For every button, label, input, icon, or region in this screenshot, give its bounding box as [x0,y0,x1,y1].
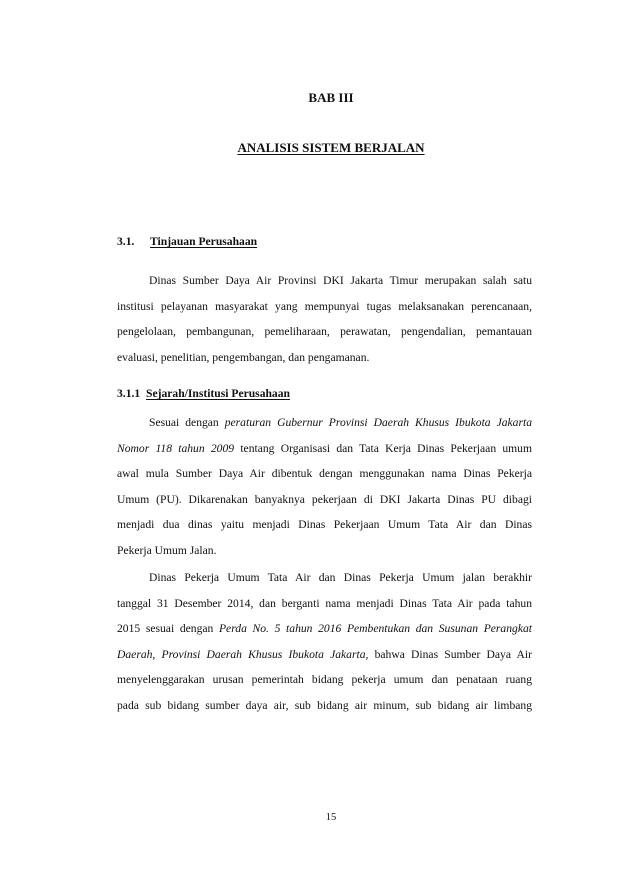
paragraph-line: Pekerja Umum Jalan. [117,543,217,557]
regulation-reference: peraturan Gubernur Provinsi Daerah Khusus Ibukota Jakarta [224,416,532,429]
paragraph-text: tentang Organisasi dan Tata Kerja Dinas Pekerjaan umum [234,441,532,455]
section-number: 3.1. [117,235,135,248]
chapter-number: BAB III [308,90,354,105]
page-number: 15 [325,812,337,823]
paragraph-tinjauan [117,268,532,370]
section-title: Tinjauan Perusahaan [150,235,258,248]
section-heading-3-1-1 [117,384,532,404]
paragraph-line: menjadi dua dinas yaitu menjadi Dinas Pekerjaan Umum Tata Air dan Dinas [117,518,532,531]
paragraph-line [117,642,532,668]
regulation-reference: Nomor 118 tahun 2009 [117,441,235,455]
paragraph-line: menyelenggarakan urusan pemerintah bidang pekerja umum dan penataan ruang [117,673,532,686]
paragraph-line: Dinas Sumber Daya Air Provinsi DKI Jakarta Timur merupakan salah satu [149,274,532,287]
section-heading-3-1 [117,232,532,252]
subsection-title: Sejarah/Institusi Perusahaan [146,387,290,400]
paragraph-line: tanggal 31 Desember 2014, dan berganti nama menjadi Dinas Tata Air pada tahun [117,596,532,610]
paragraph-line: Dinas Pekerja Umum Tata Air dan Dinas Pekerja Umum jalan berakhir [149,571,532,584]
chapter-title: ANALISIS SISTEM BERJALAN [237,140,425,155]
paragraph-text: bahwa Dinas Sumber Daya Air [368,647,532,661]
paragraph-sejarah-1 [117,410,532,563]
document-body [117,232,532,718]
paragraph-line: pengelolaan, pembangunan, pemeliharaan, perawatan, pengendalian, pemantauan [117,325,532,338]
paragraph-sejarah-2 [117,565,532,718]
paragraph-line [117,436,532,462]
paragraph-line: institusi pelayanan masyarakat yang mempunyai tugas melaksanakan perencanaan, [117,299,532,313]
paragraph-line: Umum (PU). Dikarenakan banyaknya pekerjaan di DKI Jakarta Dinas PU dibagi [117,492,532,506]
regulation-reference: Perda No. 5 tahun 2016 Pembentukan dan Susunan Perangkat [218,622,532,635]
subsection-number: 3.1.1 [117,387,141,400]
paragraph-line [117,410,532,436]
paragraph-text: Sesuai dengan [149,416,225,429]
regulation-reference: Daerah, Provinsi Daerah Khusus Ibukota Jakarta, [117,647,369,661]
paragraph-line: evaluasi, penelitian, pengembangan, dan pengamanan. [117,350,370,364]
paragraph-line: awal mula Sumber Daya Air dibentuk dengan menggunakan nama Dinas Pekerja [117,467,532,480]
paragraph-line: pada sub bidang sumber daya air, sub bidang air minum, sub bidang air limbang [117,698,532,712]
paragraph-text: 2015 sesuai dengan [117,622,219,635]
paragraph-line [117,616,532,642]
